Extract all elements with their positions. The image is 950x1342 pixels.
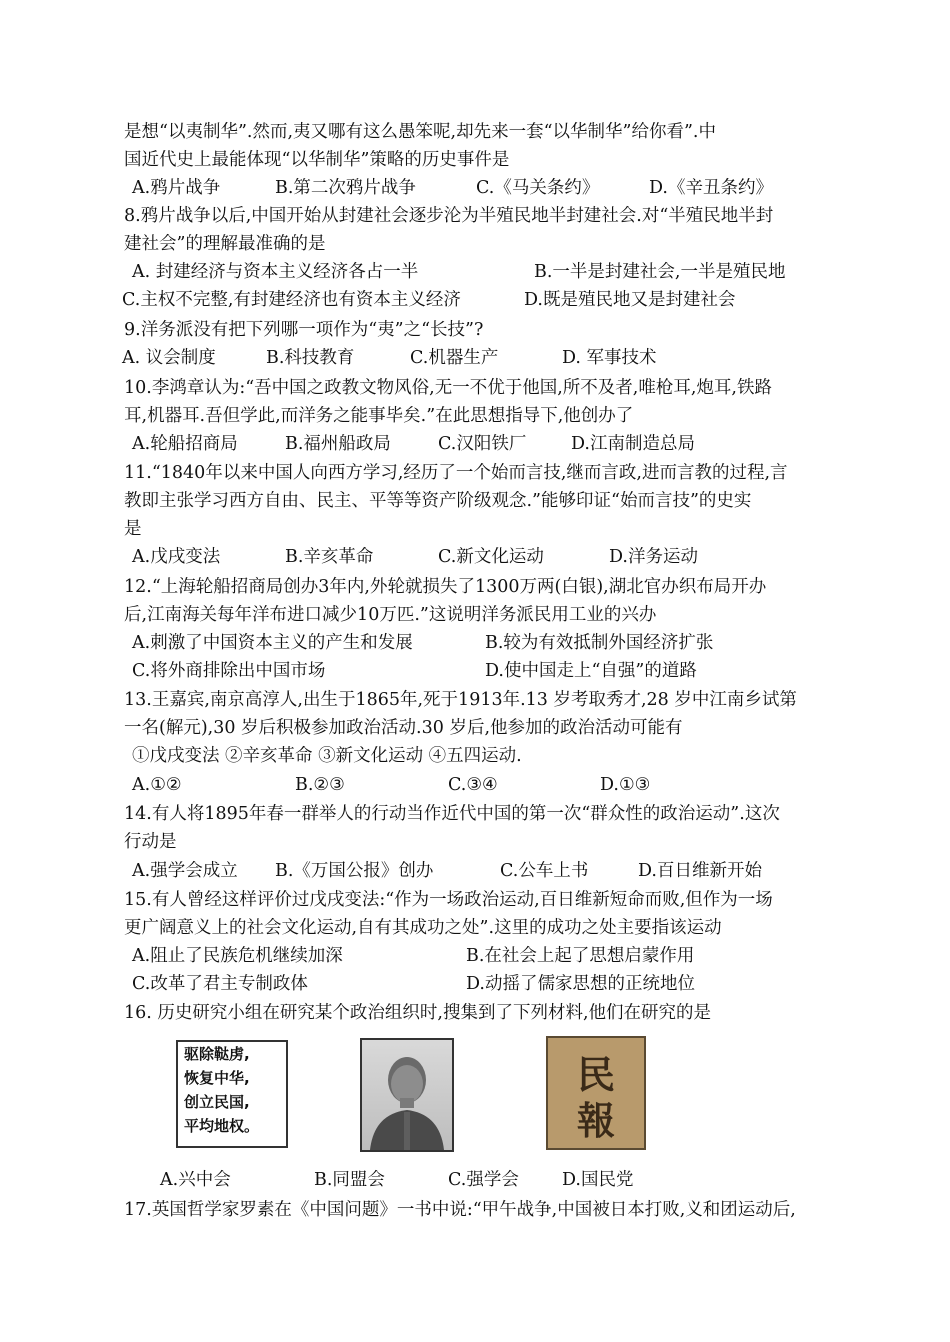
q9-option-a: A. 议会制度 [122, 348, 216, 368]
newspaper-title-1: 民 [576, 1052, 615, 1097]
q13-option-c: C.③④ [448, 775, 498, 795]
q9-text: 9.洋务派没有把下列哪一项作为“夷”之“长技”? [124, 320, 484, 340]
q8-option-a: A. 封建经济与资本主义经济各占一半 [132, 262, 419, 282]
q10-option-d: D.江南制造总局 [571, 434, 695, 454]
q14-text-line-1: 14.有人将1895年春一群举人的行动当作近代中国的第一次“群众性的政治运动”.这次 [124, 804, 780, 824]
q11-text-line-2: 教即主张学习西方自由、民主、平等等资产阶级观念.”能够印证“始而言技”的史实 [124, 491, 752, 511]
q16-option-d: D.国民党 [562, 1170, 634, 1190]
q7-option-a: A.鸦片战争 [132, 178, 221, 198]
q13-option-a: A.①② [132, 775, 182, 795]
q11-option-c: C.新文化运动 [438, 547, 544, 567]
q9-option-b: B.科技教育 [266, 348, 355, 368]
portrait-image [362, 1040, 452, 1150]
q7-text-line-1: 是想“以夷制华”.然而,夷又哪有这么愚笨呢,却先来一套“以华制华”给你看”.中 [124, 122, 716, 142]
q7-option-d: D.《辛丑条约》 [649, 178, 773, 198]
q10-option-a: A.轮船招商局 [132, 434, 238, 454]
q10-option-b: B.福州船政局 [285, 434, 391, 454]
slogan-line-4: 平均地权。 [184, 1117, 260, 1135]
newspaper-cover [546, 1036, 646, 1150]
q16-text: 16. 历史研究小组在研究某个政治组织时,搜集到了下列材料,他们在研究的是 [124, 1003, 712, 1023]
q16-option-b: B.同盟会 [314, 1170, 385, 1190]
q15-text-line-2: 更广阔意义上的社会文化运动,自有其成功之处”.这里的成功之处主要指该运动 [124, 918, 722, 938]
q14-text-line-2: 行动是 [124, 832, 177, 852]
q15-option-c: C.改革了君主专制政体 [132, 974, 308, 994]
q15-option-d: D.动摇了儒家思想的正统地位 [466, 974, 695, 994]
q12-text-line-1: 12.“上海轮船招商局创办3年内,外轮就损失了1300万两(白银),湖北官办织布局开办 [124, 577, 767, 597]
slogan-line-2: 恢复中华, [184, 1069, 250, 1087]
q10-option-c: C.汉阳铁厂 [438, 434, 527, 454]
slogan-line-3: 创立民国, [184, 1093, 250, 1111]
q11-text-line-3: 是 [124, 519, 142, 539]
slogan-figure [176, 1040, 288, 1148]
q7-option-b: B.第二次鸦片战争 [275, 178, 416, 198]
q13-text-line-2: 一名(解元),30 岁后积极参加政治活动.30 岁后,他参加的政治活动可能有 [124, 718, 683, 738]
q14-option-d: D.百日维新开始 [638, 861, 762, 881]
q8-option-b: B.一半是封建社会,一半是殖民地 [534, 262, 786, 282]
q11-option-a: A.戊戌变法 [132, 547, 221, 567]
q10-text-line-1: 10.李鸿章认为:“吾中国之政教文物风俗,无一不优于他国,所不及者,唯枪耳,炮耳,铁路 [124, 378, 772, 398]
q12-option-b: B.较为有效抵制外国经济扩张 [485, 633, 714, 653]
q8-text-line-1: 8.鸦片战争以后,中国开始从封建社会逐步沦为半殖民地半封建社会.对“半殖民地半封 [124, 206, 774, 226]
q10-text-line-2: 耳,机器耳.吾但学此,而洋务之能事毕矣.”在此思想指导下,他创办了 [124, 406, 634, 426]
q14-option-a: A.强学会成立 [132, 861, 238, 881]
q8-option-c: C.主权不完整,有封建经济也有资本主义经济 [122, 290, 461, 310]
q17-text-line-1: 17.英国哲学家罗素在《中国问题》一书中说:“甲午战争,中国被日本打败,义和团运动后, [124, 1200, 796, 1220]
q15-option-b: B.在社会上起了思想启蒙作用 [466, 946, 695, 966]
q8-option-d: D.既是殖民地又是封建社会 [524, 290, 736, 310]
q16-option-c: C.强学会 [448, 1170, 519, 1190]
q12-option-d: D.使中国走上“自强”的道路 [485, 661, 697, 681]
q13-option-b: B.②③ [295, 775, 345, 795]
q13-option-d: D.①③ [600, 775, 651, 795]
q8-text-line-2: 建社会”的理解最准确的是 [124, 234, 326, 254]
q13-text-line-1: 13.王嘉宾,南京高淳人,出生于1865年,死于1913年.13 岁考取秀才,28 岁中江南乡试第 [124, 690, 797, 710]
q14-option-b: B.《万国公报》创办 [275, 861, 434, 881]
q7-option-c: C.《马关条约》 [476, 178, 600, 198]
q15-text-line-1: 15.有人曾经这样评价过戊戌变法:“作为一场政治运动,百日维新短命而败,但作为一场 [124, 890, 773, 910]
q11-text-line-1: 11.“1840年以来中国人向西方学习,经历了一个始而言技,继而言政,进而言教的过程,言 [124, 463, 788, 483]
q13-text-line-3: ①戊戌变法 ②辛亥革命 ③新文化运动 ④五四运动. [132, 746, 522, 766]
q14-option-c: C.公车上书 [500, 861, 589, 881]
newspaper-title-2: 報 [576, 1098, 615, 1143]
q12-text-line-2: 后,江南海关每年洋布进口减少10万匹.”这说明洋务派民用工业的兴办 [124, 605, 657, 625]
q16-option-a: A.兴中会 [160, 1170, 231, 1190]
portrait-photo [360, 1038, 454, 1152]
slogan-line-1: 驱除鞑虏, [184, 1045, 250, 1063]
q12-option-c: C.将外商排除出中国市场 [132, 661, 326, 681]
q12-option-a: A.刺激了中国资本主义的产生和发展 [132, 633, 413, 653]
q11-option-b: B.辛亥革命 [285, 547, 374, 567]
q11-option-d: D.洋务运动 [609, 547, 698, 567]
q9-option-c: C.机器生产 [410, 348, 499, 368]
q15-option-a: A.阻止了民族危机继续加深 [132, 946, 343, 966]
q7-text-line-2: 国近代史上最能体现“以华制华”策略的历史事件是 [124, 150, 510, 170]
q9-option-d: D. 军事技术 [562, 348, 657, 368]
